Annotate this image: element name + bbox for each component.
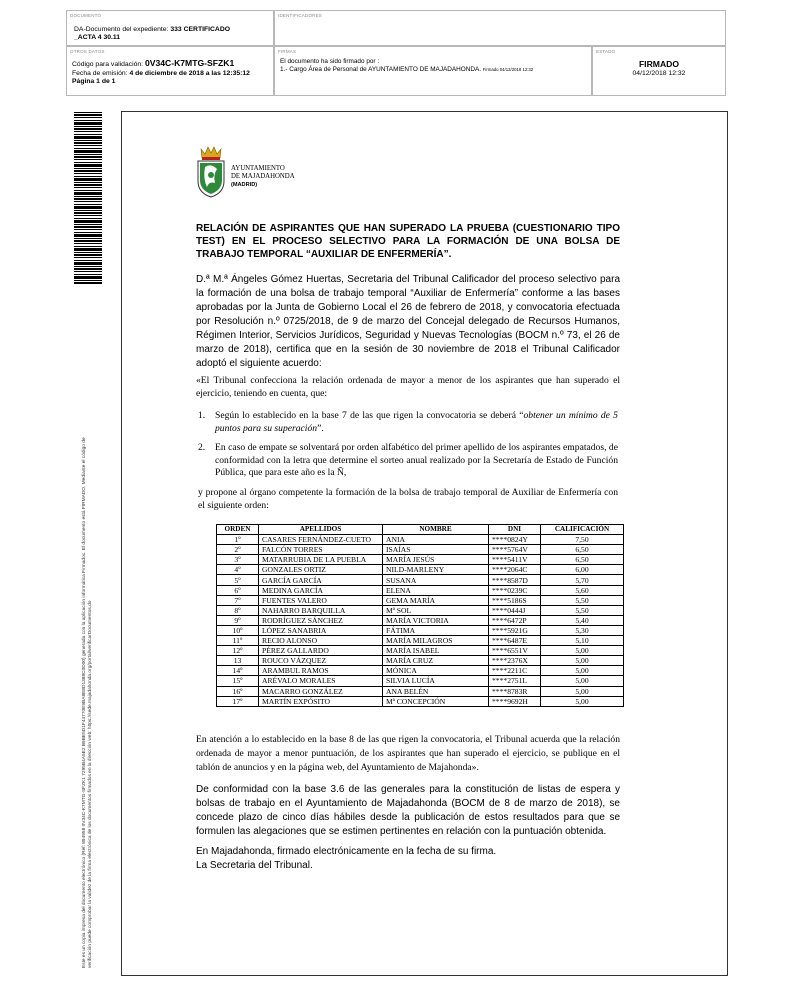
cell-nombre: SILVIA LUCÍA — [383, 676, 489, 686]
table-row — [217, 565, 624, 575]
cell-apellidos: MATARRUBIA DE LA PUEBLA — [259, 555, 383, 565]
documento-value — [74, 26, 230, 42]
list-item-1-italic: obtener un mínimo de 5 puntos para su superación — [215, 410, 618, 434]
table-row — [217, 686, 624, 696]
coat-of-arms-icon — [195, 145, 227, 199]
cell-orden: 1º — [217, 535, 259, 545]
cell-nombre: ISAÍAS — [383, 545, 489, 555]
cell-dni: ****2751L — [489, 676, 541, 686]
cell-nombre: MÓNICA — [383, 666, 489, 676]
table-row — [217, 575, 624, 585]
cell-calificacion: 5,70 — [541, 575, 624, 585]
cell-apellidos: RODRÍGUEZ SÁNCHEZ — [259, 615, 383, 625]
cell-calificacion: 5,00 — [541, 656, 624, 666]
cell-calificacion: 5,00 — [541, 676, 624, 686]
estado-status: FIRMADO — [638, 59, 680, 69]
cell-calificacion: 5,30 — [541, 625, 624, 635]
table-row — [217, 615, 624, 625]
identificadores-label: IDENTIFICADORES — [278, 13, 323, 18]
table-row — [217, 605, 624, 615]
atencion-paragraph: En atención a lo establecido en la base 8 de las que rigen la convocatoria, el Tribunal acuerda que la relación ordenada de mayor a menor puntuación, de los aspirantes que han superado el ejercicio, se publique en el tablón de anuncios y en la página web, del Ayuntamiento de Majahonda». — [196, 734, 620, 774]
cell-nombre: NILD-MARLENY — [383, 565, 489, 575]
list-item-2-number: 2. — [198, 442, 206, 453]
cell-apellidos: LÓPEZ SANABRIA — [259, 625, 383, 635]
cell-orden: 17º — [217, 696, 259, 706]
cell-dni: ****6487E — [489, 636, 541, 646]
documento-code: 333 CERTIFICADO — [170, 26, 231, 33]
cell-orden: 3º — [217, 555, 259, 565]
cell-nombre: MARÍA CRUZ — [383, 656, 489, 666]
barcode — [74, 112, 102, 284]
table-row — [217, 646, 624, 656]
estado-value — [593, 60, 725, 78]
firmas-value — [280, 58, 533, 74]
cell-calificacion: 5,50 — [541, 605, 624, 615]
list-item-1-suffix: ”. — [317, 422, 324, 434]
closing-block — [196, 845, 620, 873]
cell-apellidos: FALCÓN TORRES — [259, 545, 383, 555]
cell-orden: 2º — [217, 545, 259, 555]
table-header-row — [217, 525, 624, 535]
cell-calificacion: 5,50 — [541, 595, 624, 605]
cell-calificacion: 5,00 — [541, 666, 624, 676]
cell-dni: ****2064C — [489, 565, 541, 575]
header-dni: DNI — [489, 525, 541, 535]
documento-acta: _ACTA 4 30.11 — [74, 34, 121, 42]
cell-nombre: Mª CONCEPCIÓN — [383, 696, 489, 706]
firmas-line2: 1.- Cargo Área de Personal de AYUNTAMIENTO DE MAJADAHONDA. — [280, 66, 482, 74]
cell-dni: ****5764V — [489, 545, 541, 555]
table-row — [217, 696, 624, 706]
cell-calificacion: 5,00 — [541, 696, 624, 706]
cell-calificacion: 5,00 — [541, 686, 624, 696]
table-row — [217, 625, 624, 635]
header-apellidos: APELLIDOS — [259, 525, 383, 535]
cell-orden: 9º — [217, 615, 259, 625]
cell-dni: ****0444J — [489, 605, 541, 615]
documento-box — [66, 10, 274, 46]
cell-orden: 10º — [217, 625, 259, 635]
cell-dni: ****0239C — [489, 585, 541, 595]
cell-orden: 12º — [217, 646, 259, 656]
cell-nombre: FÁTIMA — [383, 625, 489, 635]
fecha-prefix: Fecha de emisión: — [72, 69, 130, 77]
cell-apellidos: MEDINA GARCÍA — [259, 585, 383, 595]
cell-calificacion: 5,00 — [541, 646, 624, 656]
cell-nombre: MARÍA VICTORIA — [383, 615, 489, 625]
firmas-box — [274, 46, 592, 96]
list-item-1 — [198, 410, 618, 435]
cell-nombre: SUSANA — [383, 575, 489, 585]
firmas-label: FIRMAS — [278, 49, 297, 54]
cell-calificacion: 6,00 — [541, 565, 624, 575]
document-title: RELACIÓN DE ASPIRANTES QUE HAN SUPERADO LA PRUEBA (CUESTIONARIO TIPO TEST) EN EL PROCESO SELECTIVO PARA LA FORMACIÓN DE UNA BOLSA DE TRABAJO TEMPORAL “AUXILIAR DE ENFERMERÍA”. — [196, 223, 620, 261]
cell-dni: ****2211C — [489, 666, 541, 676]
cell-dni: ****0824Y — [489, 535, 541, 545]
cell-apellidos: CASARES FERNÁNDEZ-CUETO — [259, 535, 383, 545]
table-row — [217, 676, 624, 686]
results-table — [216, 524, 624, 707]
logo-text — [231, 165, 295, 189]
firmas-line1: El documento ha sido firmado por : — [280, 58, 380, 65]
cell-calificacion: 6,50 — [541, 555, 624, 565]
cell-nombre: MARÍA ISABEL — [383, 646, 489, 656]
cell-apellidos: PÉREZ GALLARDO — [259, 646, 383, 656]
cell-dni: ****6551V — [489, 646, 541, 656]
verification-side-text — [82, 308, 94, 968]
cell-nombre: Mª SOL — [383, 605, 489, 615]
estado-date: 04/12/2018 12:32 — [632, 70, 686, 78]
closing-line1: En Majadahonda, firmado electrónicamente en la fecha de su firma. — [196, 846, 497, 857]
cell-nombre: MARÍA JESÚS — [383, 555, 489, 565]
table-row — [217, 636, 624, 646]
logo-line1: AYUNTAMIENTO — [231, 165, 285, 172]
cell-nombre: GEMA MARÍA — [383, 595, 489, 605]
list-item-2 — [198, 442, 618, 480]
pagina-info: Página 1 de 1 — [72, 78, 116, 86]
cell-apellidos: GARCÍA GARCÍA — [259, 575, 383, 585]
documento-label: DOCUMENTO — [70, 13, 102, 18]
list-item-1-prefix: Según lo establecido en la base 7 de las que rigen la convocatoria se deberá “ — [215, 410, 524, 421]
side-text-line1: Este es un copia impresa del documento electrónico (Ref: 894958 0V34C-K7MTG-SFZK1 7295B4A5E2 B9BE5D1F44770E9BA8E8D1388C0D00) generada con la aplicación informática Firmadoc. El documento está FIRMADO. Mediante el código de — [82, 437, 87, 968]
list-item-2-text: En caso de empate se solventará por orden alfabético del primer apellido de los aspirantes empatados, de conformidad con la letra que determine el sorteo anual realizado por la Secretaría de Estado de Función Pública, que para este año es la Ñ, — [215, 442, 618, 479]
side-text-line2[interactable]: verificación puede comprobar la validez de la firma electrónica de los documentos firmados en la dirección web: https://sede.majadahonda.org/portal/verificarDocumentos.do — [88, 600, 94, 968]
codigo-prefix: Código para validación: — [72, 61, 145, 68]
cell-orden: 16º — [217, 686, 259, 696]
cell-apellidos: FUENTES VALERO — [259, 595, 383, 605]
table-row — [217, 656, 624, 666]
cell-calificacion: 6,50 — [541, 545, 624, 555]
cell-orden: 6º — [217, 585, 259, 595]
cell-orden: 15º — [217, 676, 259, 686]
estado-label: ESTADO — [596, 49, 616, 54]
cell-calificacion: 7,50 — [541, 535, 624, 545]
cell-orden: 5º — [217, 575, 259, 585]
cell-calificacion: 5,40 — [541, 615, 624, 625]
cell-apellidos: RECIO ALONSO — [259, 636, 383, 646]
cell-dni: ****5186S — [489, 595, 541, 605]
cell-calificacion: 5,60 — [541, 585, 624, 595]
cell-apellidos: ARAMBUL RAMOS — [259, 666, 383, 676]
closing-line2: La Secretaria del Tribunal. — [196, 860, 313, 871]
cell-nombre: ANIA — [383, 535, 489, 545]
logo-line2: DE MAJADAHONDA — [231, 173, 295, 180]
cell-calificacion: 5,10 — [541, 636, 624, 646]
cell-orden: 7º — [217, 595, 259, 605]
table-row — [217, 545, 624, 555]
cell-apellidos: MACARRO GONZÁLEZ — [259, 686, 383, 696]
table-row — [217, 595, 624, 605]
logo-line3: (MADRID) — [231, 182, 258, 188]
propone-paragraph: y propone al órgano competente la formación de la bolsa de trabajo temporal de Auxiliar de Enfermería con el siguiente orden: — [198, 487, 618, 512]
cell-dni: ****5921G — [489, 625, 541, 635]
table-row — [217, 535, 624, 545]
table-row — [217, 585, 624, 595]
fecha-emision: 4 de diciembre de 2018 a las 12:35:12 — [129, 69, 250, 77]
estado-box — [592, 46, 726, 96]
cell-apellidos: GONZALES ORTIZ — [259, 565, 383, 575]
table-row — [217, 666, 624, 676]
cell-orden: 11º — [217, 636, 259, 646]
cell-nombre: MARÍA MILAGROS — [383, 636, 489, 646]
cell-orden: 14º — [217, 666, 259, 676]
cell-dni: ****2376X — [489, 656, 541, 666]
header-nombre: NOMBRE — [383, 525, 489, 535]
codigo-validacion[interactable]: 0V34C-K7MTG-SFZK1 — [144, 58, 235, 68]
cell-orden: 13 — [217, 656, 259, 666]
firmas-date: Firmado 04/12/2018 12:32 — [482, 67, 534, 73]
cell-orden: 4º — [217, 565, 259, 575]
cell-apellidos: ARÉVALO MORALES — [259, 676, 383, 686]
cell-dni: ****5411V — [489, 555, 541, 565]
header-calificacion: CALIFICACIÓN — [541, 525, 624, 535]
cell-dni: ****8783R — [489, 686, 541, 696]
cell-nombre: ANA BELÉN — [383, 686, 489, 696]
conformidad-paragraph: De conformidad con la base 3.6 de las generales para la constitución de listas de espera y bolsas de trabajo en el Ayuntamiento de Majadahonda (BOCM de 8 de marzo de 2018), se concede plazo de cinco días hábiles desde la publicación de estos resultados para que se formulen las alegaciones que se estimen pertinentes en relación con la puntuación obtenida. — [196, 784, 620, 837]
list-item-1-number: 1. — [198, 410, 206, 421]
otros-datos-label: OTROS DATOS — [70, 49, 105, 54]
cell-nombre: ELENA — [383, 585, 489, 595]
cell-apellidos: NAHARRO BARQUILLA — [259, 605, 383, 615]
otros-datos-value — [72, 59, 250, 87]
intro-paragraph: D.ª M.ª Ángeles Gómez Huertas, Secretaria del Tribunal Calificador del proceso selectivo para la formación de una bolsa de trabajo temporal “Auxiliar de Enfermería” conforme a las bases aprobadas por la Junta de Gobierno Local el 26 de febrero de 2018, y convocatoria efectuada por Resolución n.º 0725/2018, de 9 de marzo del Concejal delegado de Recursos Humanos, Régimen Interior, Servicios Jurídicos, Seguridad y Nuevas Tecnologías (BOCM n.º 73, el 26 de marzo de 2018), certifica que en la sesión de 30 noviembre de 2018 el Tribunal Calificador adoptó el siguiente acuerdo: — [196, 274, 620, 369]
table-body — [217, 535, 624, 707]
cell-apellidos: ROUCO VÁZQUEZ — [259, 656, 383, 666]
cell-dni: ****6472P — [489, 615, 541, 625]
identificadores-box — [274, 10, 726, 46]
quote-paragraph: «El Tribunal confecciona la relación ordenada de mayor a menor de los aspirantes que han superado el ejercicio, teniendo en cuenta, que: — [196, 375, 620, 400]
cell-apellidos: MARTÍN EXPÓSITO — [259, 696, 383, 706]
table-row — [217, 555, 624, 565]
documento-prefix: DA-Documento del expediente: — [74, 26, 171, 33]
otros-datos-box — [66, 46, 274, 96]
header-orden: ORDEN — [217, 525, 259, 535]
cell-dni: ****8587D — [489, 575, 541, 585]
cell-orden: 8º — [217, 605, 259, 615]
cell-dni: ****9692H — [489, 696, 541, 706]
